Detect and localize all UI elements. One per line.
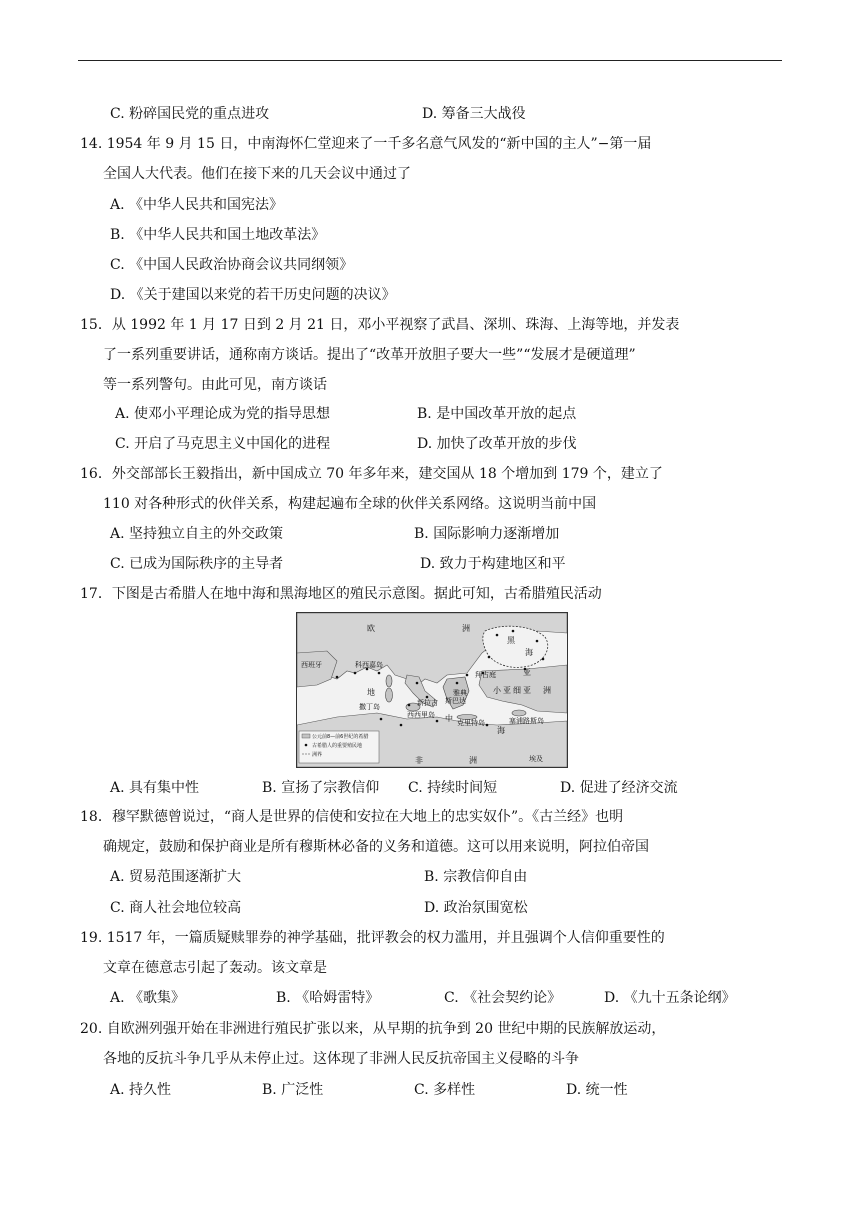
label-zhong: 中 xyxy=(445,714,453,723)
label-xiao: 小 xyxy=(493,686,501,695)
greek-colonization-map xyxy=(296,612,568,768)
q17-option-d[interactable]: D. 促进了经济交流 xyxy=(560,780,678,796)
label-syracuse: 新拉古 xyxy=(417,699,438,707)
map-drawing xyxy=(297,613,567,767)
label-zhou-europe: 洲 xyxy=(462,624,470,633)
label-hei: 黑 xyxy=(507,636,515,645)
label-ya: 亚 xyxy=(523,668,531,677)
q13-option-d[interactable]: D. 筹备三大战役 xyxy=(422,106,526,122)
label-ya3: 亚 xyxy=(523,686,531,695)
corsica-island xyxy=(386,675,392,687)
q20-stem-line2: 各地的反抗斗争几乎从未停止过。这体现了非洲人民反抗帝国主义侵略的斗争 xyxy=(103,1051,579,1067)
sardinia-island xyxy=(386,688,393,702)
label-crete: 克里特岛 xyxy=(457,719,485,727)
q19-stem-line2: 文章在德意志引起了轰动。该文章是 xyxy=(103,960,327,976)
label-sardinia: 撒丁岛 xyxy=(359,703,380,711)
q16-stem-line2: 110 对各种形式的伙伴关系，构建起遍布全球的伙伴关系网络。这说明当前中国 xyxy=(103,496,597,512)
q15-option-d[interactable]: D. 加快了改革开放的步伐 xyxy=(417,436,577,452)
q19-option-b[interactable]: B. 《哈姆雷特》 xyxy=(276,990,380,1006)
label-hai-black: 海 xyxy=(525,648,533,657)
q17-option-b[interactable]: B. 宣扬了宗教信仰 xyxy=(262,780,380,796)
q17-option-c[interactable]: C. 持续时间短 xyxy=(408,780,498,796)
q16-stem-line1: 16．外交部部长王毅指出，新中国成立 70 年多年来，建交国从 18 个增加到 179 个，建立了 xyxy=(80,466,663,482)
q15-option-a[interactable]: A. 使邓小平理论成为党的指导思想 xyxy=(115,406,331,422)
q15-stem-line3: 等一系列警句。由此可见，南方谈话 xyxy=(103,377,327,393)
q19-option-a[interactable]: A. 《歌集》 xyxy=(110,990,186,1006)
q13-option-c[interactable]: C. 粉碎国民党的重点进攻 xyxy=(110,106,270,122)
q19-stem-line1: 19. 1517 年，一篇质疑赎罪券的神学基础，批评教会的权力滥用，并且强调个人信仰重要性的 xyxy=(80,930,665,946)
q14-option-d[interactable]: D. 《关于建国以来党的若干历史问题的决议》 xyxy=(110,287,396,303)
label-ya2: 亚 xyxy=(503,686,511,695)
q20-option-a[interactable]: A. 持久性 xyxy=(110,1082,172,1098)
q15-option-c[interactable]: C. 开启了马克思主义中国化的进程 xyxy=(115,436,331,452)
q14-option-c[interactable]: C. 《中国人民政治协商会议共同纲领》 xyxy=(110,257,354,273)
q14-option-a[interactable]: A. 《中华人民共和国宪法》 xyxy=(110,197,284,213)
q20-option-b[interactable]: B. 广泛性 xyxy=(262,1082,324,1098)
q15-stem-line2: 了一系列重要讲话，通称南方谈话。提出了“改革开放胆子要大一些”“发展才是硬道理” xyxy=(103,347,636,363)
label-cyprus: 塞浦路斯岛 xyxy=(509,717,544,725)
q20-option-d[interactable]: D. 统一性 xyxy=(566,1082,628,1098)
label-zhou-asia: 洲 xyxy=(543,686,551,695)
label-xi: 细 xyxy=(513,686,521,695)
label-byzantium: 拜占庭 xyxy=(475,671,496,679)
q14-stem-line2: 全国人大代表。他们在接下来的几天会议中通过了 xyxy=(103,166,411,182)
label-fei: 非 xyxy=(415,756,423,765)
q14-option-b[interactable]: B. 《中华人民共和国土地改革法》 xyxy=(110,227,326,243)
label-corsica: 科西嘉岛 xyxy=(355,661,383,669)
label-sicily: 西西里岛 xyxy=(407,711,435,719)
q19-option-c[interactable]: C. 《社会契约论》 xyxy=(444,990,562,1006)
q17-stem-line1: 17．下图是古希腊人在地中海和黑海地区的殖民示意图。据此可知，古希腊殖民活动 xyxy=(80,586,602,602)
q18-option-d[interactable]: D. 政治氛围宽松 xyxy=(424,900,528,916)
q18-option-c[interactable]: C. 商人社会地位较高 xyxy=(110,900,242,916)
q16-option-c[interactable]: C. 已成为国际秩序的主导者 xyxy=(110,556,284,572)
legend-text-boundary: 洲界 xyxy=(312,752,323,758)
q17-option-a[interactable]: A. 具有集中性 xyxy=(110,780,200,796)
q20-option-c[interactable]: C. 多样性 xyxy=(414,1082,476,1098)
cyprus-island xyxy=(512,710,526,716)
q18-option-a[interactable]: A. 贸易范围逐渐扩大 xyxy=(110,869,242,885)
label-ou: 欧 xyxy=(367,624,375,633)
q16-option-a[interactable]: A. 坚持独立自主的外交政策 xyxy=(110,526,284,542)
q16-option-b[interactable]: B. 国际影响力逐渐增加 xyxy=(414,526,560,542)
label-athens: 雅典 xyxy=(453,689,467,697)
header-rule xyxy=(78,60,782,61)
q18-stem-line1: 18．穆罕默德曾说过，“商人是世界的信使和安拉在大地上的忠实奴仆”。《古兰经》也明 xyxy=(80,809,624,825)
label-di: 地 xyxy=(367,688,375,697)
label-hai-med: 海 xyxy=(497,726,505,735)
q15-stem-line1: 15．从 1992 年 1 月 17 日到 2 月 21 日，邓小平视察了武昌、深圳、珠海、上海等地，并发表 xyxy=(80,317,680,333)
q18-stem-line2: 确规定，鼓励和保护商业是所有穆斯林必备的义务和道德。这可以用来说明，阿拉伯帝国 xyxy=(103,839,649,855)
q18-option-b[interactable]: B. 宗教信仰自由 xyxy=(424,869,528,885)
q14-stem-line1: 14. 1954 年 9 月 15 日，中南海怀仁堂迎来了一千多名意气风发的“新中国的主人”−第一届 xyxy=(80,136,652,152)
legend-text-colony: 古希腊人的重要殖民地 xyxy=(312,743,363,749)
q20-stem-line1: 20. 自欧洲列强开始在非洲进行殖民扩张以来，从早期的抗争到 20 世纪中期的民族解放运动， xyxy=(80,1021,666,1037)
q19-option-d[interactable]: D. 《九十五条论纲》 xyxy=(604,990,736,1006)
q16-option-d[interactable]: D. 致力于构建地区和平 xyxy=(420,556,566,572)
legend-swatch-colony xyxy=(305,744,308,747)
legend-swatch-greece xyxy=(302,734,310,738)
label-sparta: 斯巴达 xyxy=(445,697,466,705)
label-egypt: 埃及 xyxy=(529,755,543,763)
legend-text-greece: 公元前8—前6世纪的希腊 xyxy=(312,734,369,740)
label-zhou-africa: 洲 xyxy=(469,756,477,765)
q15-option-b[interactable]: B. 是中国改革开放的起点 xyxy=(417,406,577,422)
label-spain: 西班牙 xyxy=(301,661,322,669)
